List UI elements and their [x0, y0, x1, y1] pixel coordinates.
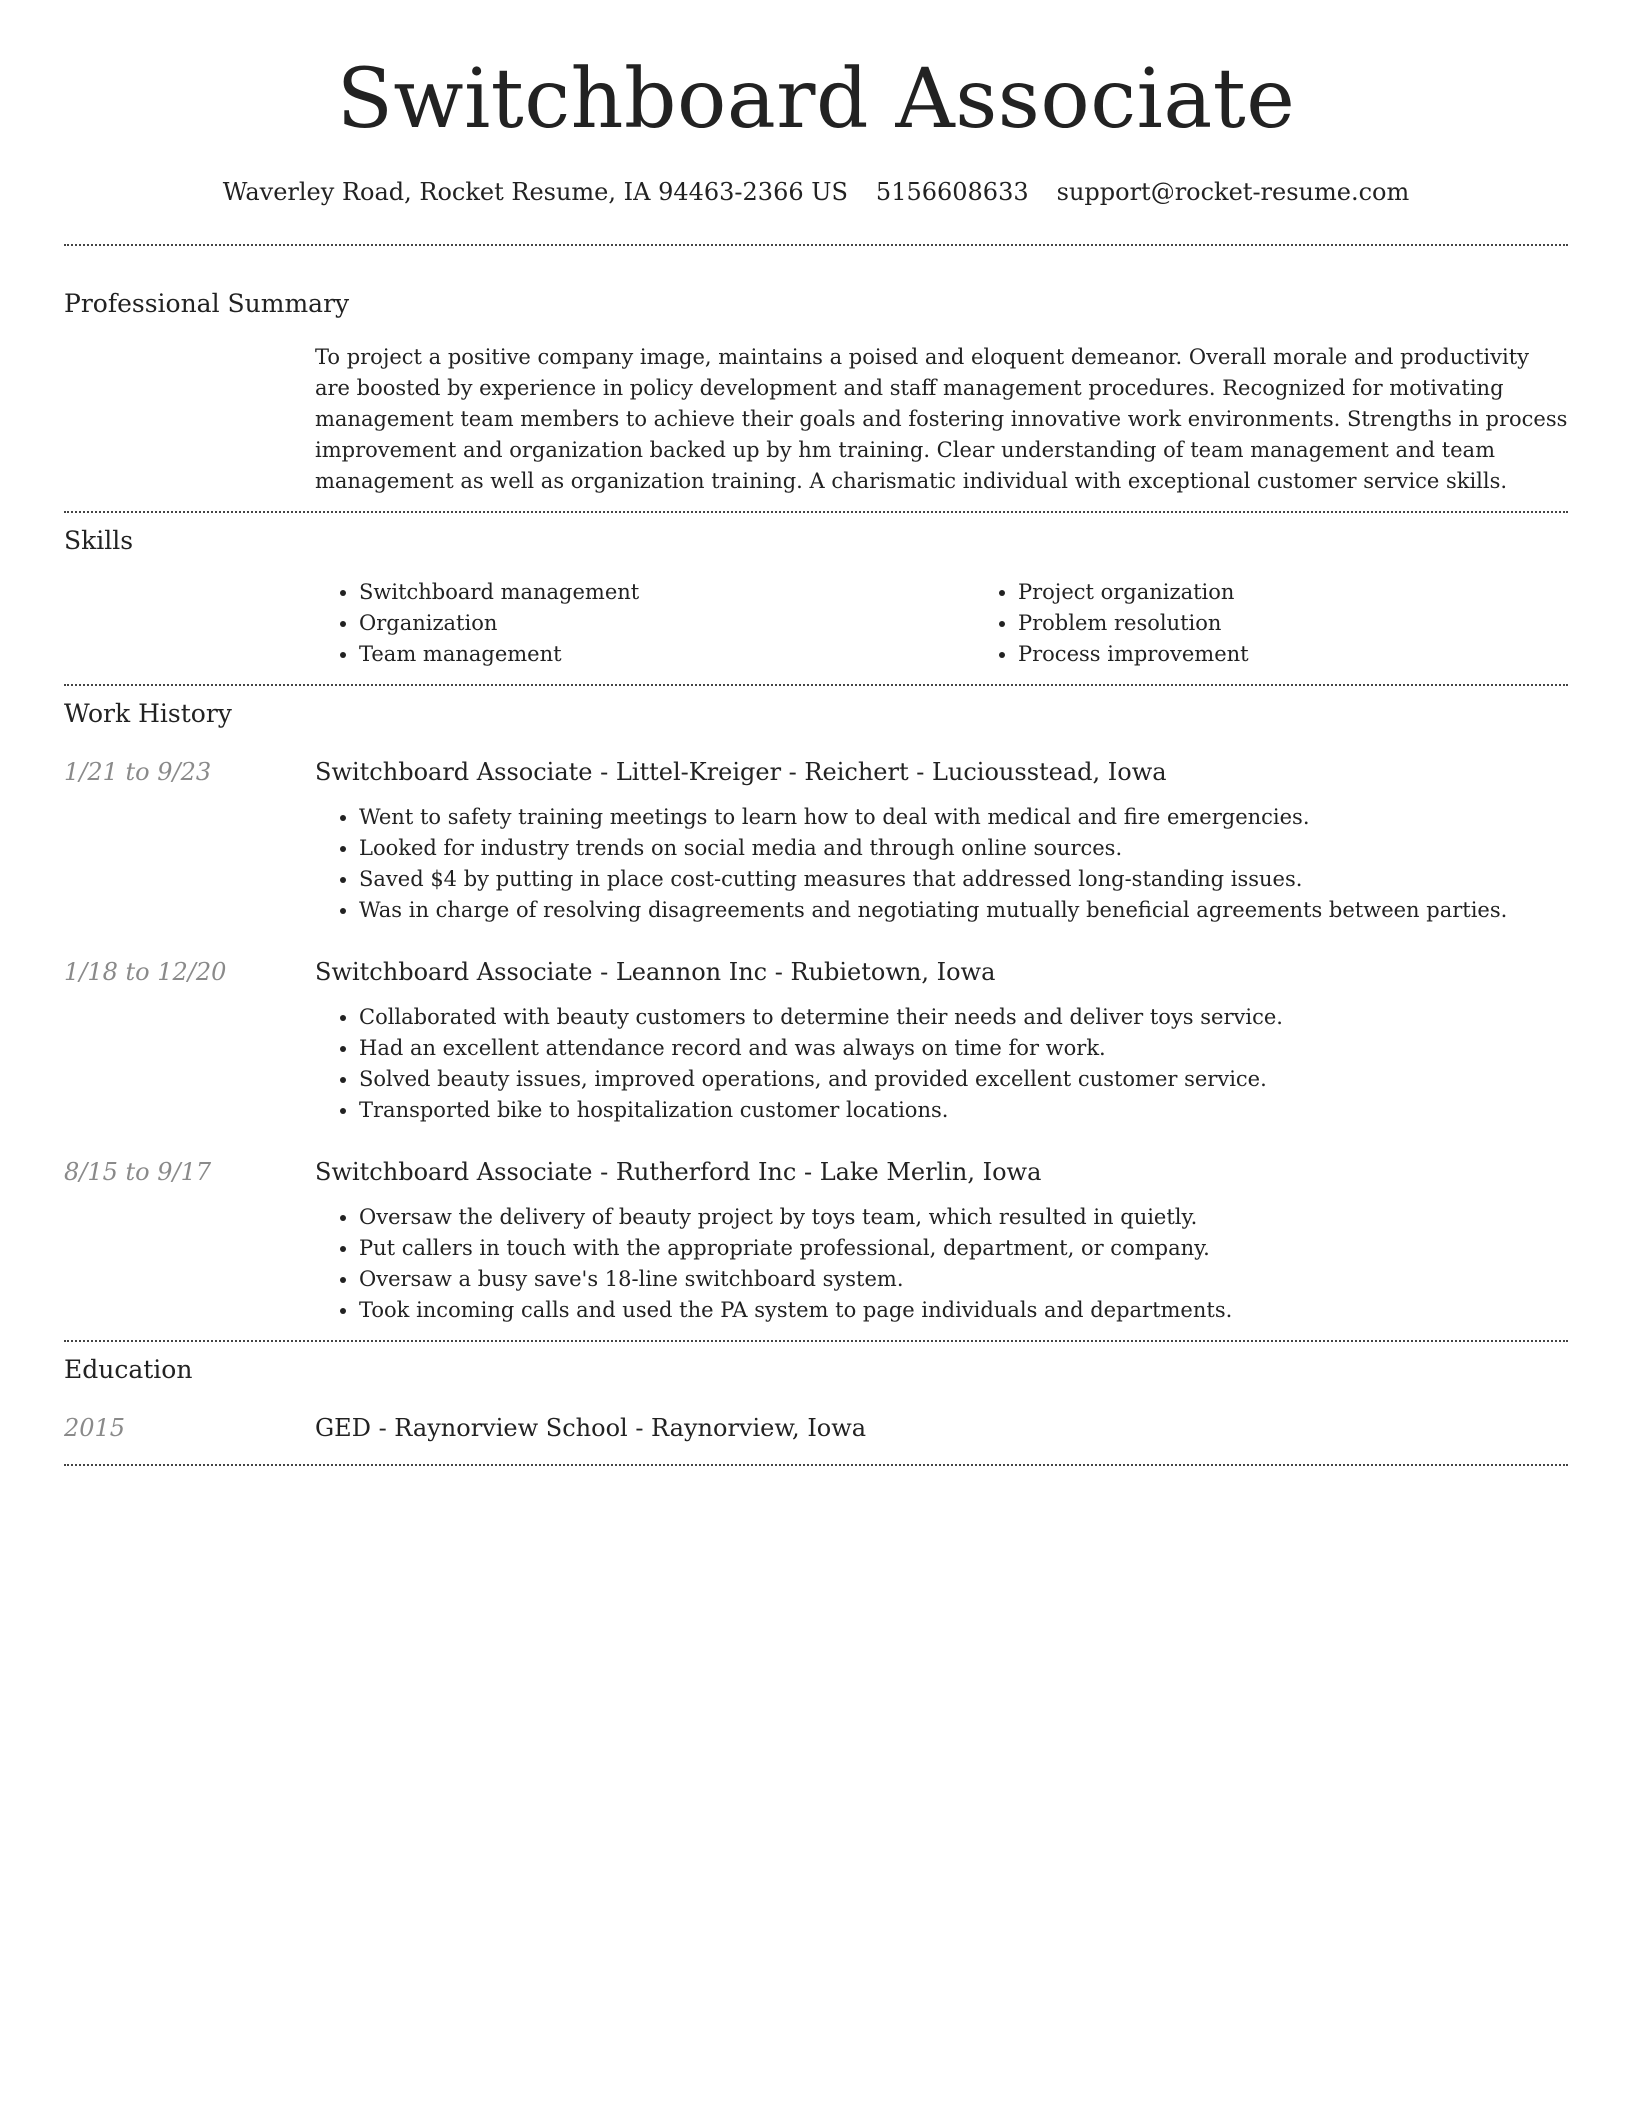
skill-item: • Switchboard management — [359, 577, 974, 608]
education-title: GED - Raynorview School - Raynorview, Iowa — [315, 1414, 867, 1442]
job-dates: 8/15 to 9/17 — [64, 1158, 212, 1186]
job-dates: 1/18 to 12/20 — [64, 958, 227, 986]
work-heading: Work History — [64, 699, 232, 728]
summary-text: To project a positive company image, maintains a poised and eloquent demeanor. Overall morale and productivity are boosted by experience in policy development and staff management procedures. Recognized for motivating management team members to achieve their goals and fostering innovative work environments. Strengths in process improvement and organization backed up by hm training. Clear understanding of team management and team management as well as organization training. A charismatic individual with exceptional customer service skills. — [315, 345, 1568, 493]
skill-item: • Problem resolution — [1018, 608, 1632, 639]
job-bullet: • Took incoming calls and used the PA system to page individuals and departments. — [359, 1295, 1568, 1326]
education-entry — [64, 1412, 1568, 1444]
job-dates: 1/21 to 9/23 — [64, 758, 212, 786]
resume-name: Switchboard Associate — [336, 52, 1296, 147]
job-bullet: • Put callers in touch with the appropriate professional, department, or company. — [359, 1233, 1568, 1264]
job-entry — [64, 756, 1568, 926]
job-bullet: • Solved beauty issues, improved operations, and provided excellent customer service. — [359, 1064, 1568, 1095]
skill-item: • Team management — [359, 639, 974, 670]
job-entry — [64, 1156, 1568, 1326]
contact-line — [64, 176, 1568, 208]
job-bullet: • Went to safety training meetings to learn how to deal with medical and fire emergencies. — [359, 802, 1568, 833]
summary-section — [64, 246, 1568, 497]
contact-email: support@rocket-resume.com — [1056, 178, 1410, 206]
skills-section — [64, 513, 1568, 670]
job-bullets — [315, 1202, 1568, 1326]
summary-heading: Professional Summary — [64, 289, 350, 318]
job-bullet: • Oversaw the delivery of beauty project by toys team, which resulted in quietly. — [359, 1202, 1568, 1233]
work-section — [64, 686, 1568, 1326]
education-divider — [64, 1464, 1568, 1466]
job-title: Switchboard Associate - Littel-Kreiger - Reichert - Luciousstead, Iowa — [315, 758, 1167, 786]
skills-list-left — [315, 577, 974, 670]
contact-address: Waverley Road, Rocket Resume, IA 94463-2366 US — [222, 178, 848, 206]
job-bullet: • Transported bike to hospitalization customer locations. — [359, 1095, 1568, 1126]
job-bullet: • Had an excellent attendance record and was always on time for work. — [359, 1033, 1568, 1064]
job-bullet: • Saved $4 by putting in place cost-cutting measures that addressed long-standing issues. — [359, 864, 1568, 895]
resume-page — [64, 0, 1568, 1466]
job-entry — [64, 956, 1568, 1126]
job-bullet: • Was in charge of resolving disagreements and negotiating mutually beneficial agreements between parties. — [359, 895, 1568, 926]
education-year: 2015 — [64, 1414, 126, 1442]
education-heading: Education — [64, 1355, 193, 1384]
skill-item: • Organization — [359, 608, 974, 639]
job-bullet: • Collaborated with beauty customers to determine their needs and deliver toys service. — [359, 1002, 1568, 1033]
contact-phone: 5156608633 — [875, 178, 1029, 206]
job-bullets — [315, 1002, 1568, 1126]
skills-heading: Skills — [64, 526, 134, 555]
skills-list-right — [974, 577, 1632, 670]
skill-item: • Project organization — [1018, 577, 1632, 608]
education-section — [64, 1342, 1568, 1444]
job-title: Switchboard Associate - Rutherford Inc - Lake Merlin, Iowa — [315, 1158, 1042, 1186]
job-bullet: • Oversaw a busy save's 18-line switchboard system. — [359, 1264, 1568, 1295]
job-bullet: • Looked for industry trends on social media and through online sources. — [359, 833, 1568, 864]
skill-item: • Process improvement — [1018, 639, 1632, 670]
job-bullets — [315, 802, 1568, 926]
job-title: Switchboard Associate - Leannon Inc - Rubietown, Iowa — [315, 958, 996, 986]
